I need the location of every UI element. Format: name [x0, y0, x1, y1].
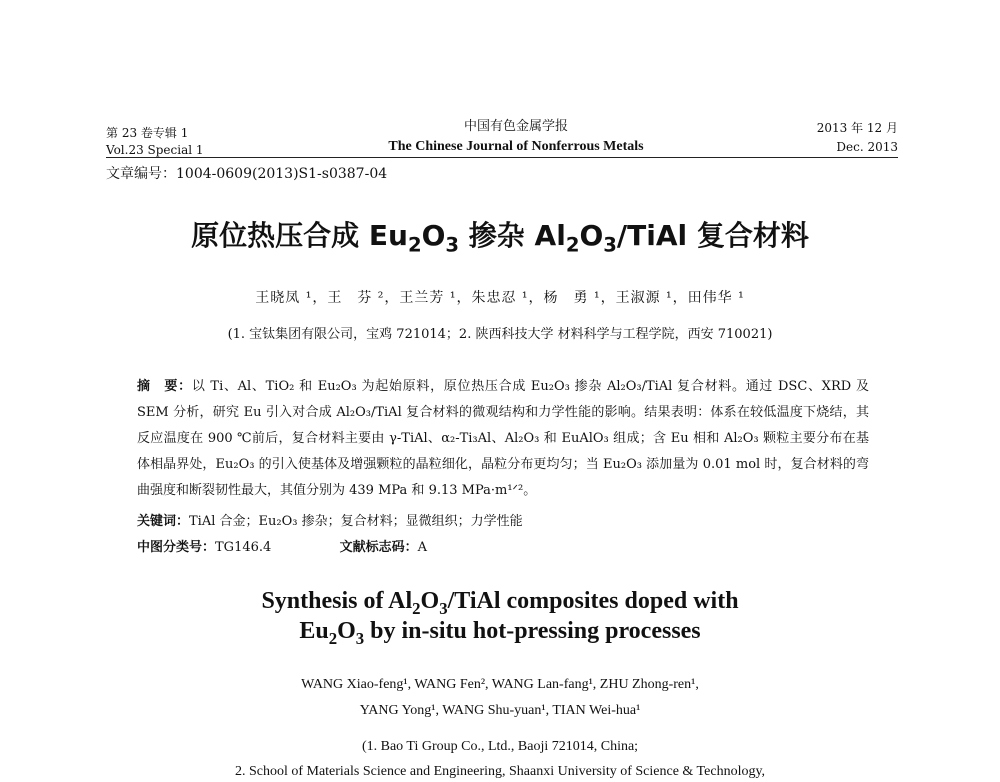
title-en-line1	[0, 585, 1000, 617]
authors-en-line2: YANG Yong¹, WANG Shu-yuan¹, TIAN Wei-hua¹	[359, 703, 641, 718]
doc-code-label: 文献标志码：	[339, 540, 418, 555]
affiliation-en-line2: 2. School of Materials Science and Engineering, Shaanxi University of Science & Technology,	[234, 764, 766, 779]
journal-name-en: The Chinese Journal of Nonferrous Metals	[388, 139, 644, 154]
authors-cn: 王晓凤 ¹，王 芬 ²，王兰芳 ¹，朱忠忍 ¹，杨 勇 ¹，王淑源 ¹，田伟华 ¹	[255, 290, 745, 306]
title-cn-sub: 2	[407, 233, 422, 257]
title-en-text: /TiAl composites doped with	[447, 588, 739, 614]
title-en-text: Synthesis of Al	[261, 588, 413, 614]
keywords	[137, 509, 869, 535]
title-en-sub: 3	[439, 598, 448, 618]
date-en: Dec. 2013	[836, 140, 898, 154]
title-cn-text: /TiAl 复合材料	[616, 219, 809, 252]
article-id: 文章编号：1004-0609(2013)S1-s0387-04	[106, 166, 388, 182]
title-cn-text: O	[579, 219, 604, 252]
title-en-sub: 2	[328, 628, 338, 648]
title-cn-sub: 3	[445, 233, 460, 257]
title-cn-sub: 3	[603, 233, 617, 257]
keywords-label: 关键词：	[137, 514, 190, 529]
volume-cn: 第 23 卷专辑 1	[106, 126, 189, 140]
title-en-text: by in-situ hot-pressing processes	[364, 618, 701, 644]
classification-value: TG146.4	[215, 540, 272, 555]
title-en-text: O	[337, 618, 356, 644]
affiliation-cn: (1. 宝钛集团有限公司，宝鸡 721014；2. 陕西科技大学 材料科学与工程学院，西安 710021)	[227, 327, 773, 342]
title-en-text: O	[420, 588, 440, 614]
title-cn-text: 原位热压合成 Eu	[191, 219, 408, 252]
title-cn	[0, 214, 1000, 257]
abstract	[137, 374, 869, 504]
title-en-sub: 2	[412, 598, 421, 618]
keywords-text: TiAl 合金；Eu₂O₃ 掺杂；复合材料；显微组织；力学性能	[189, 514, 523, 529]
journal-name-cn: 中国有色金属学报	[463, 119, 568, 134]
title-cn-text: O	[421, 219, 446, 252]
title-en-text: Eu	[299, 618, 329, 644]
affiliation-en-line1: (1. Bao Ti Group Co., Ltd., Baoji 721014, China;	[361, 739, 639, 754]
date-cn: 2013 年 12 月	[816, 121, 898, 135]
volume-en: Vol.23 Special 1	[106, 143, 204, 157]
title-cn-sub: 2	[565, 233, 580, 257]
doc-code-value: A	[417, 540, 427, 555]
header-rule	[106, 157, 898, 158]
title-en-line2	[0, 615, 1000, 647]
classification	[137, 535, 869, 561]
abstract-text: 以 Ti、Al、TiO₂ 和 Eu₂O₃ 为起始原料，原位热压合成 Eu₂O₃ 掺杂 Al₂O₃/TiAl 复合材料。通过 DSC、XRD 及 SEM 分析，研究 Eu 引入对合成 Al₂O₃/TiAl 复合材料的微观结构和力学性能的影响。结果表明：体系在较低温度下烧结，其反应温度在 900 ℃前后，复合材料主要由 γ-TiAl、α₂-Ti₃Al、Al₂O₃ 和 EuAlO₃ 组成；含 Eu 相和 Al₂O₃ 颗粒主要分布在基体相晶界处，Eu₂O₃ 的引入使基体及增强颗粒的晶粒细化，晶粒分布更均匀；当 Eu₂O₃ 添加量为 0.01 mol 时，复合材料的弯曲强度和断裂韧性最大，其值分别为 439 MPa 和 9.13 MPa·m¹ᐟ²。	[137, 379, 869, 498]
classification-label: 中图分类号：	[137, 540, 216, 555]
title-en-sub: 3	[355, 628, 365, 648]
abstract-label: 摘 要：	[137, 379, 192, 394]
title-cn-text: 掺杂 Al	[459, 219, 566, 252]
authors-en-line1: WANG Xiao-feng¹, WANG Fen², WANG Lan-fang¹, ZHU Zhong-ren¹,	[301, 677, 699, 692]
